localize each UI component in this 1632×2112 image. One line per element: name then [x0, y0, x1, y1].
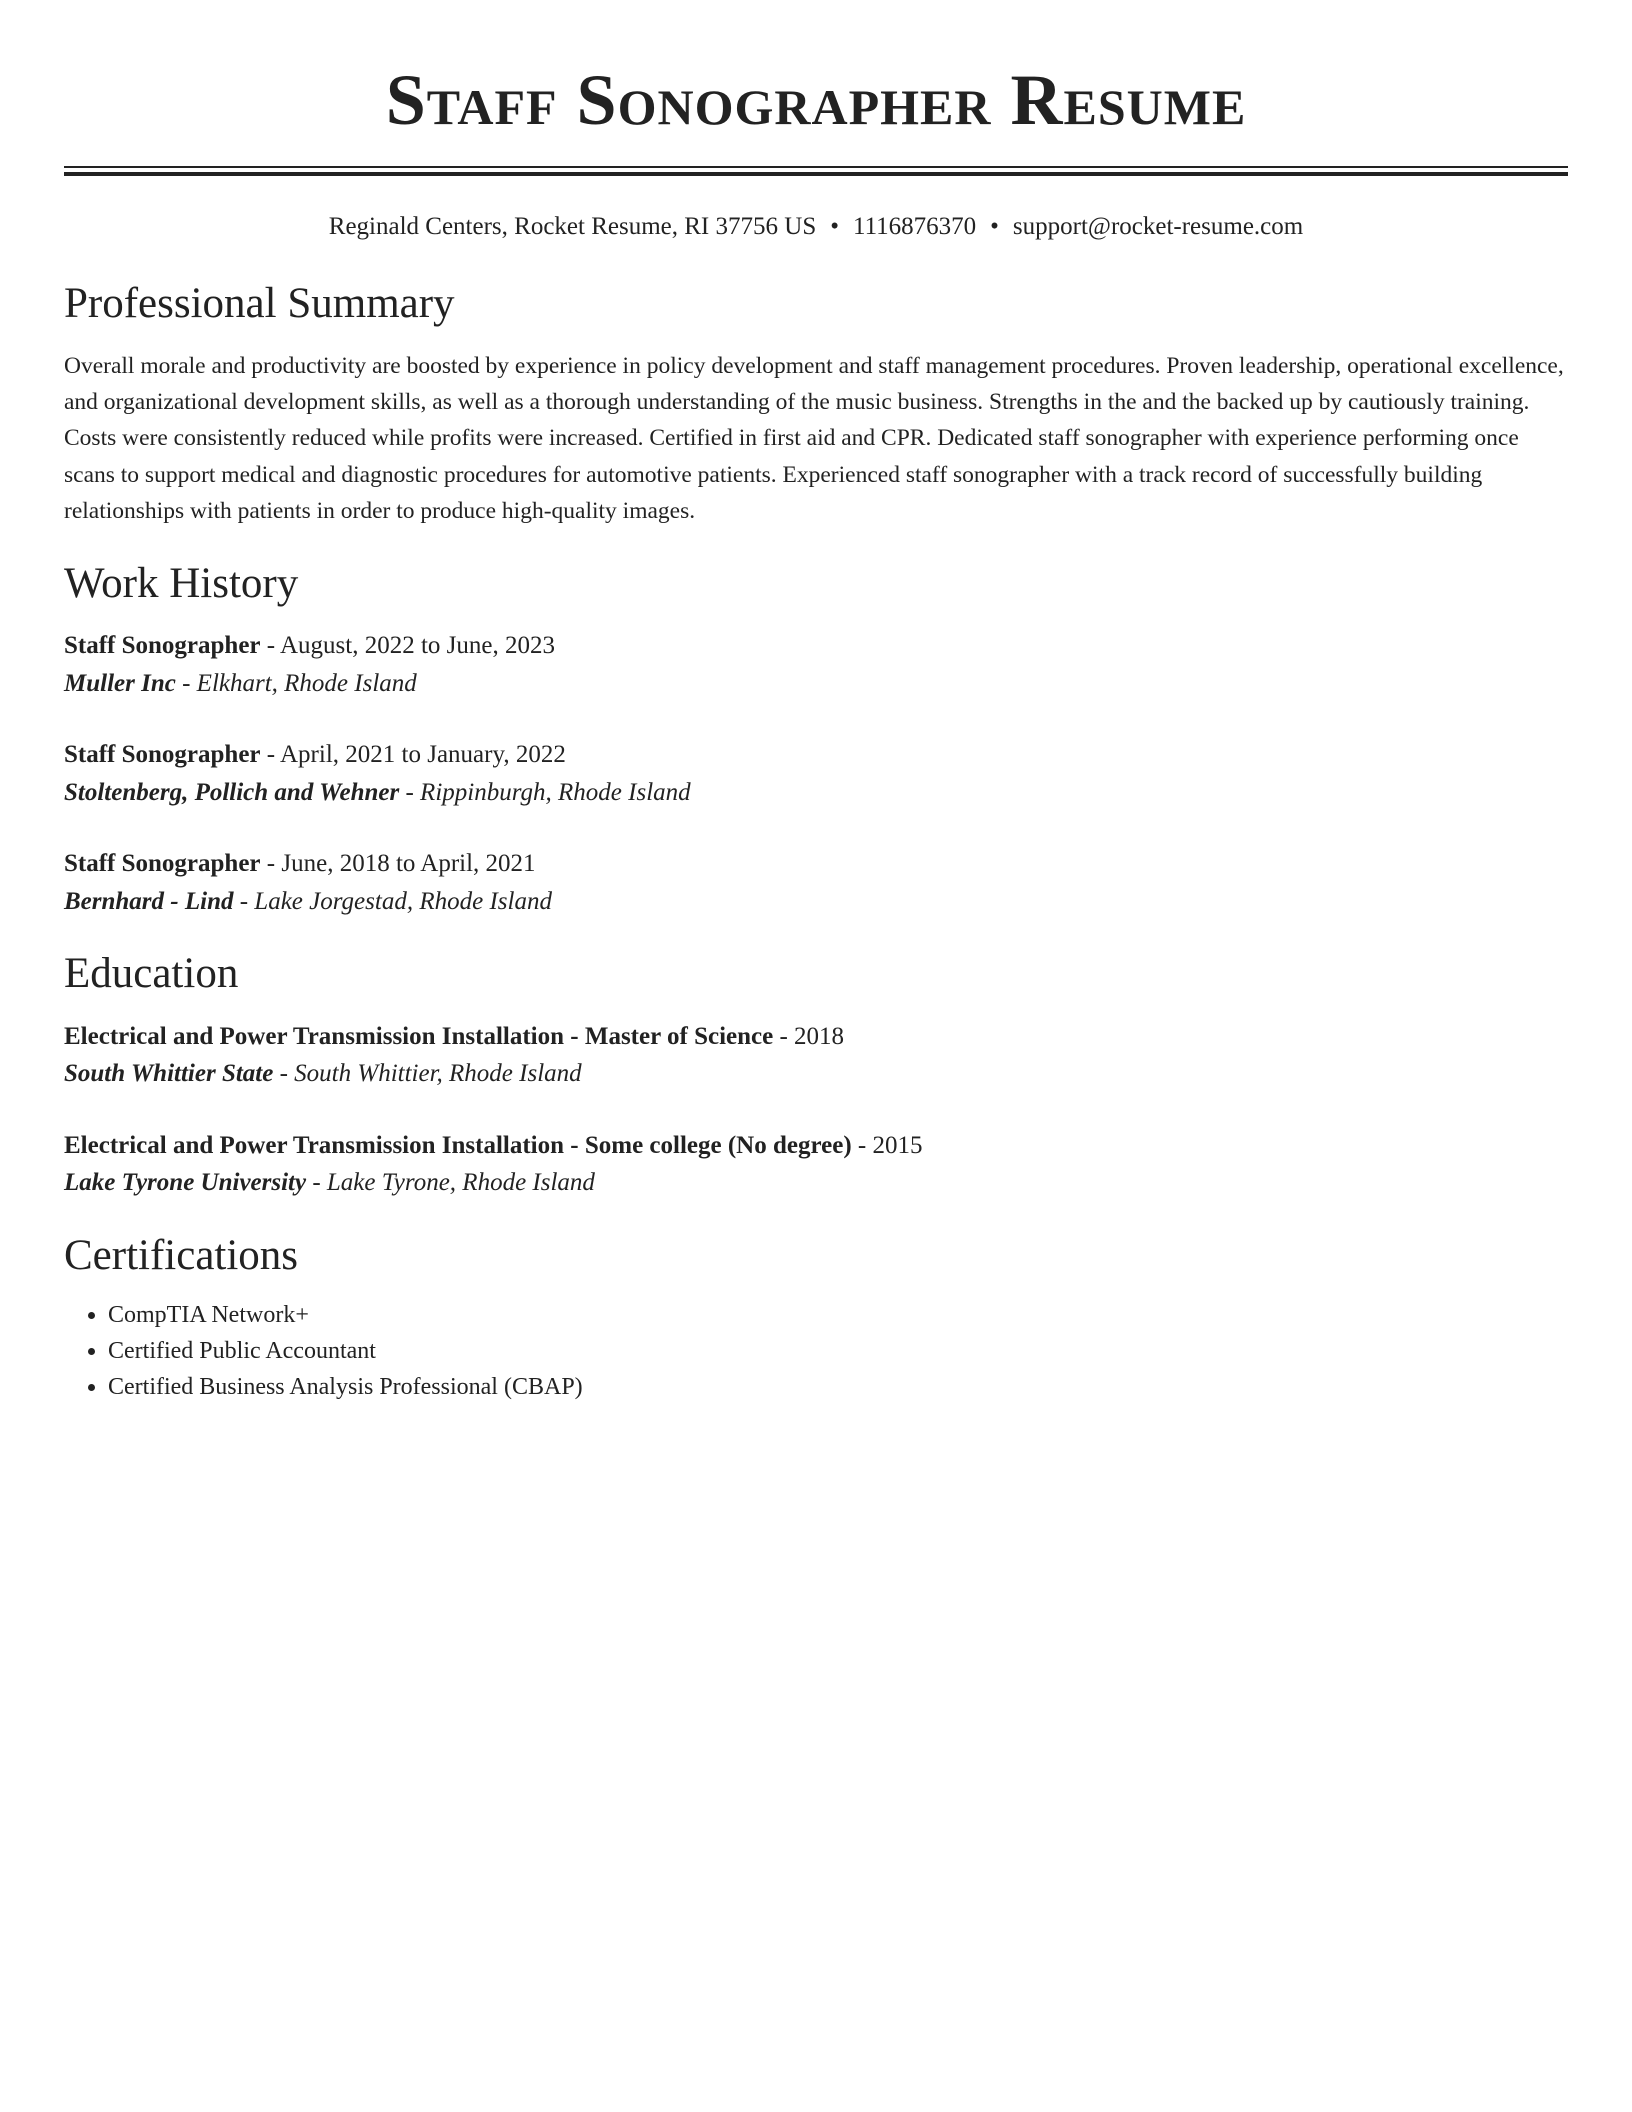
job-location: - Lake Jorgestad, Rhode Island: [239, 887, 552, 915]
education-heading: Education: [64, 950, 239, 998]
education-degree: Electrical and Power Transmission Installation - Master of Science: [64, 1022, 774, 1050]
job-title: Staff Sonographer: [64, 741, 261, 769]
job-dates: - June, 2018 to April, 2021: [266, 850, 536, 878]
education-entry: [64, 1127, 1568, 1202]
job-company: Stoltenberg, Pollich and Wehner: [64, 778, 400, 806]
summary-text: Overall morale and productivity are boosted by experience in policy development and staff management procedures. Proven leadership, operational excellence, and organizational development skills, as well as a thorough understanding of the music business. Strengths in the and the backed up by cautiously training. Costs were consistently reduced while profits were increased. Certified in first aid and CPR. Dedicated staff sonographer with experience performing once scans to support medical and diagnostic procedures for automotive patients. Experienced staff sonographer with a track record of successfully building relationships with patients in order to produce high-quality images.: [64, 352, 1564, 525]
contact-separator: •: [830, 213, 839, 240]
job-entry: [64, 845, 1568, 920]
title-divider: [64, 166, 1568, 176]
resume-page: [64, 0, 1568, 1405]
contact-address: Reginald Centers, Rocket Resume, RI 37756 US: [328, 213, 817, 240]
job-location: - Elkhart, Rhode Island: [182, 669, 417, 697]
summary-heading: Professional Summary: [64, 280, 455, 327]
education-year: - 2018: [779, 1022, 845, 1050]
contact-phone: 1116876370: [853, 213, 977, 240]
contact-separator: •: [990, 213, 999, 240]
work-history-heading: Work History: [64, 559, 299, 607]
certifications-list: [64, 1297, 1568, 1405]
education-year: - 2015: [857, 1131, 923, 1159]
education-location: - South Whittier, Rhode Island: [279, 1060, 582, 1088]
job-location: - Rippinburgh, Rhode Island: [405, 778, 691, 806]
job-dates: - August, 2022 to June, 2023: [266, 632, 555, 660]
resume-title: Staff Sonographer Resume: [385, 60, 1247, 140]
job-title: Staff Sonographer: [64, 632, 261, 660]
contact-email: support@rocket-resume.com: [1012, 213, 1304, 240]
job-company: Muller Inc: [64, 669, 176, 697]
certification-item: • CompTIA Network+: [108, 1297, 1568, 1333]
certifications-heading: Certifications: [64, 1231, 299, 1279]
education-school: South Whittier State: [64, 1060, 274, 1088]
job-company: Bernhard - Lind: [64, 887, 234, 915]
education-location: - Lake Tyrone, Rhode Island: [312, 1169, 595, 1197]
job-title: Staff Sonographer: [64, 850, 261, 878]
job-dates: - April, 2021 to January, 2022: [266, 741, 566, 769]
job-entry: [64, 736, 1568, 811]
education-school: Lake Tyrone University: [64, 1169, 307, 1197]
certification-item: • Certified Public Accountant: [108, 1333, 1568, 1369]
contact-line: [64, 212, 1568, 242]
certification-item: • Certified Business Analysis Professional (CBAP): [108, 1369, 1568, 1405]
education-entry: [64, 1018, 1568, 1093]
education-degree: Electrical and Power Transmission Installation - Some college (No degree): [64, 1131, 852, 1159]
job-entry: [64, 627, 1568, 702]
